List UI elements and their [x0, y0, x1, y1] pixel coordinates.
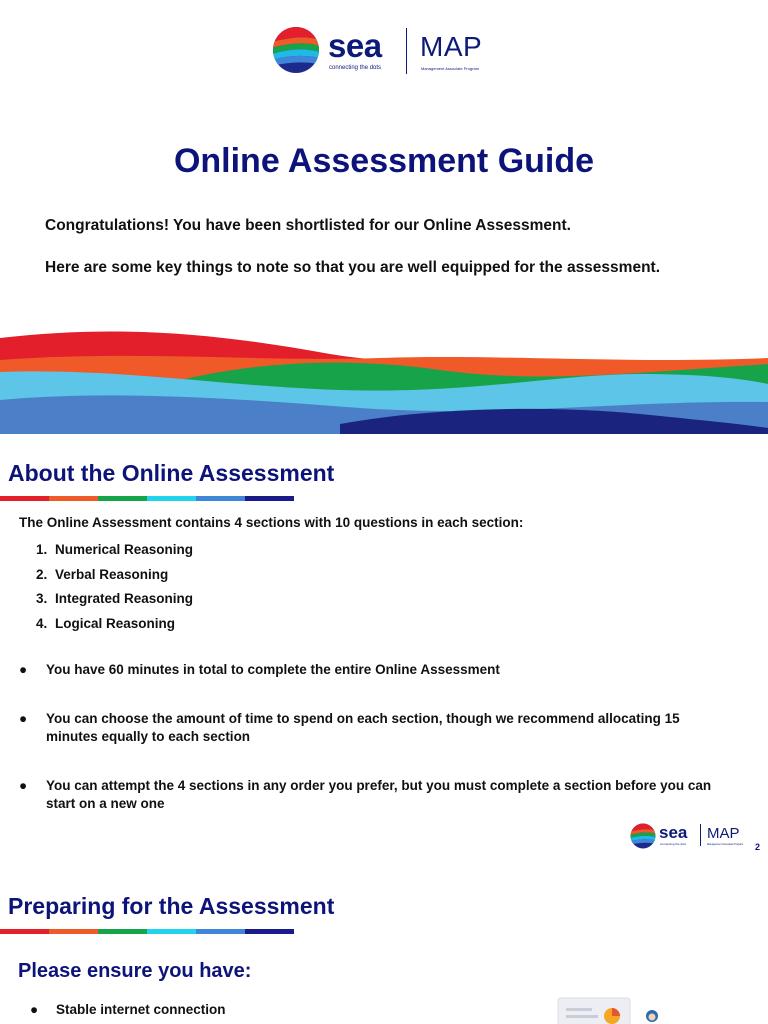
sea-map-logo-small: [630, 822, 760, 852]
section-title-about: About the Online Assessment: [8, 460, 335, 486]
intro-congrats: Congratulations! You have been shortlisted for our Online Assessment.: [45, 217, 571, 234]
logo-program-sub: Management Associate Program: [421, 66, 480, 71]
section-title-preparing: Preparing for the Assessment: [8, 893, 335, 919]
bullet-icon: ●: [30, 1002, 39, 1017]
list-item: 2. Verbal Reasoning: [36, 566, 169, 582]
wave-banner: [0, 328, 768, 434]
intro-note: Here are some key things to note so that you are well equipped for the assessment.: [45, 259, 661, 276]
bullet-icon: ●: [19, 662, 28, 677]
assessment-lead: The Online Assessment contains 4 sections with 10 questions in each section:: [19, 515, 524, 530]
sea-globe-icon: [272, 26, 320, 74]
logo-divider: [700, 824, 701, 846]
sea-globe-icon: [630, 823, 656, 849]
preparation-illustration: [556, 996, 666, 1024]
sea-map-logo: [272, 26, 492, 76]
list-item: 4. Logical Reasoning: [36, 615, 176, 631]
bullet-icon: ●: [19, 778, 28, 793]
sections-list: [36, 538, 193, 636]
logo-divider: [406, 28, 407, 74]
logo-program: MAP: [707, 825, 740, 842]
section-color-bar: [0, 496, 294, 501]
logo-tagline: connecting the dots: [660, 842, 687, 846]
logo-program-sub: Management Associate Program: [707, 843, 744, 846]
logo-program: MAP: [420, 31, 483, 62]
list-item: 1. Numerical Reasoning: [36, 542, 194, 557]
list-item: 3. Integrated Reasoning: [36, 591, 194, 606]
section-color-bar: [0, 929, 294, 934]
checklist-heading: Please ensure you have:: [18, 960, 252, 982]
logo-wordmark: sea: [659, 823, 688, 842]
logo-wordmark: sea: [328, 27, 382, 64]
page-number: 2: [755, 842, 761, 852]
logo-tagline: connecting the dots: [329, 65, 382, 71]
page-title: Online Assessment Guide: [173, 142, 595, 180]
bullet-icon: ●: [19, 711, 28, 726]
